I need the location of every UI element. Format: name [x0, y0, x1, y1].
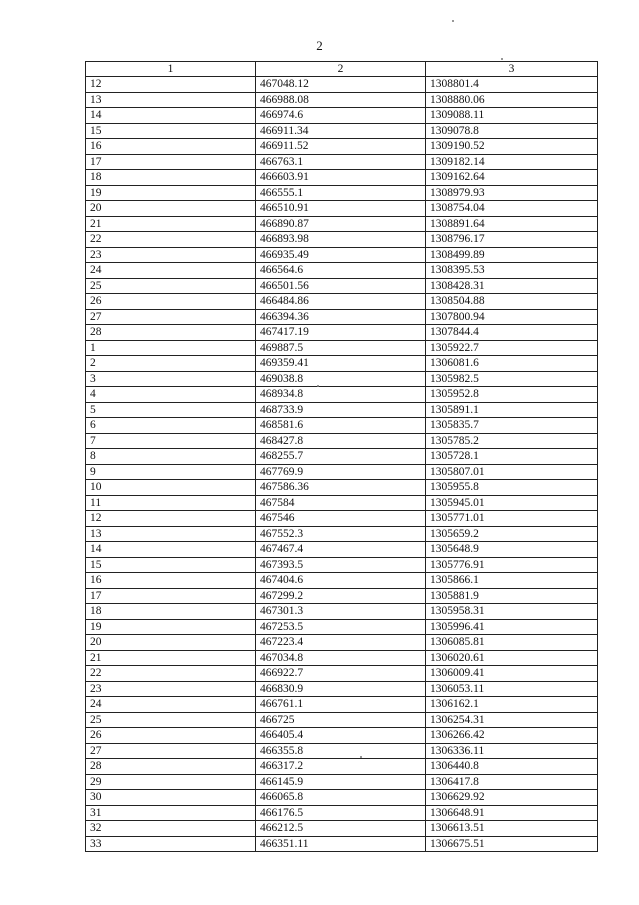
x-coordinate-cell: 467393.5 — [256, 557, 426, 573]
x-coordinate-cell: 466555.1 — [256, 185, 426, 201]
y-coordinate-cell: 1306613.51 — [426, 821, 598, 837]
y-coordinate-cell: 1306336.11 — [426, 743, 598, 759]
scan-speck — [501, 58, 503, 60]
y-coordinate-cell: 1308979.93 — [426, 185, 598, 201]
scan-speck — [317, 385, 319, 387]
table-row — [86, 123, 598, 139]
point-number-cell: 16 — [86, 573, 256, 589]
table-row — [86, 433, 598, 449]
y-coordinate-cell: 1307800.94 — [426, 309, 598, 325]
x-coordinate-cell: 466974.6 — [256, 108, 426, 124]
y-coordinate-cell: 1306254.31 — [426, 712, 598, 728]
table-row — [86, 728, 598, 744]
y-coordinate-cell: 1306085.81 — [426, 635, 598, 651]
y-coordinate-cell: 1305659.2 — [426, 526, 598, 542]
table-row — [86, 542, 598, 558]
point-number-cell: 3 — [86, 371, 256, 387]
x-coordinate-cell: 467467.4 — [256, 542, 426, 558]
point-number-cell: 16 — [86, 139, 256, 155]
table-row — [86, 263, 598, 279]
x-coordinate-cell: 469887.5 — [256, 340, 426, 356]
point-number-cell: 10 — [86, 480, 256, 496]
table-row — [86, 712, 598, 728]
page-number: 2 — [316, 38, 323, 53]
y-coordinate-cell: 1309190.52 — [426, 139, 598, 155]
table-row — [86, 573, 598, 589]
table-row — [86, 604, 598, 620]
table-row — [86, 294, 598, 310]
y-coordinate-cell: 1305891.1 — [426, 402, 598, 418]
x-coordinate-cell: 466725 — [256, 712, 426, 728]
x-coordinate-cell: 466176.5 — [256, 805, 426, 821]
point-number-cell: 31 — [86, 805, 256, 821]
x-coordinate-cell: 466911.34 — [256, 123, 426, 139]
table-row — [86, 650, 598, 666]
scan-speck — [360, 756, 362, 758]
scan-speck — [452, 20, 454, 22]
y-coordinate-cell: 1308891.64 — [426, 216, 598, 232]
table-row — [86, 557, 598, 573]
table-row — [86, 666, 598, 682]
point-number-cell: 19 — [86, 619, 256, 635]
table-row — [86, 201, 598, 217]
y-coordinate-cell: 1305648.9 — [426, 542, 598, 558]
x-coordinate-cell: 466988.08 — [256, 92, 426, 108]
y-coordinate-cell: 1306053.11 — [426, 681, 598, 697]
x-coordinate-cell: 467299.2 — [256, 588, 426, 604]
y-coordinate-cell: 1308754.04 — [426, 201, 598, 217]
x-coordinate-cell: 466351.11 — [256, 836, 426, 852]
point-number-cell: 14 — [86, 542, 256, 558]
point-number-cell: 18 — [86, 604, 256, 620]
y-coordinate-cell: 1305952.8 — [426, 387, 598, 403]
table-row — [86, 805, 598, 821]
y-coordinate-cell: 1306675.51 — [426, 836, 598, 852]
point-number-cell: 20 — [86, 201, 256, 217]
point-number-cell: 32 — [86, 821, 256, 837]
point-number-cell: 13 — [86, 92, 256, 108]
point-number-cell: 21 — [86, 216, 256, 232]
x-coordinate-cell: 468255.7 — [256, 449, 426, 465]
x-coordinate-cell: 467034.8 — [256, 650, 426, 666]
table-row — [86, 356, 598, 372]
point-number-cell: 24 — [86, 263, 256, 279]
point-number-cell: 4 — [86, 387, 256, 403]
x-coordinate-cell: 467552.3 — [256, 526, 426, 542]
point-number-cell: 29 — [86, 774, 256, 790]
table-row — [86, 340, 598, 356]
y-coordinate-cell: 1307844.4 — [426, 325, 598, 341]
point-number-cell: 14 — [86, 108, 256, 124]
y-coordinate-cell: 1306020.61 — [426, 650, 598, 666]
column-header-x-coordinate: 2 — [256, 62, 426, 77]
table-row — [86, 418, 598, 434]
column-header-point-number: 1 — [86, 62, 256, 77]
x-coordinate-cell: 466911.52 — [256, 139, 426, 155]
point-number-cell: 27 — [86, 743, 256, 759]
x-coordinate-cell: 466603.91 — [256, 170, 426, 186]
table-row — [86, 821, 598, 837]
x-coordinate-cell: 468581.6 — [256, 418, 426, 434]
x-coordinate-cell: 466510.91 — [256, 201, 426, 217]
point-number-cell: 23 — [86, 681, 256, 697]
point-number-cell: 11 — [86, 495, 256, 511]
point-number-cell: 30 — [86, 790, 256, 806]
table-row — [86, 387, 598, 403]
point-number-cell: 12 — [86, 511, 256, 527]
x-coordinate-cell: 468733.9 — [256, 402, 426, 418]
table-row — [86, 464, 598, 480]
y-coordinate-cell: 1309088.11 — [426, 108, 598, 124]
table-row — [86, 619, 598, 635]
point-number-cell: 21 — [86, 650, 256, 666]
point-number-cell: 24 — [86, 697, 256, 713]
y-coordinate-cell: 1305958.31 — [426, 604, 598, 620]
x-coordinate-cell: 466564.6 — [256, 263, 426, 279]
y-coordinate-cell: 1306629.92 — [426, 790, 598, 806]
table-row — [86, 216, 598, 232]
x-coordinate-cell: 466394.36 — [256, 309, 426, 325]
y-coordinate-cell: 1306162.1 — [426, 697, 598, 713]
y-coordinate-cell: 1308504.88 — [426, 294, 598, 310]
y-coordinate-cell: 1306266.42 — [426, 728, 598, 744]
y-coordinate-cell: 1305835.7 — [426, 418, 598, 434]
table-row — [86, 170, 598, 186]
point-number-cell: 23 — [86, 247, 256, 263]
table-row — [86, 681, 598, 697]
table-row — [86, 247, 598, 263]
x-coordinate-cell: 469359.41 — [256, 356, 426, 372]
point-number-cell: 1 — [86, 340, 256, 356]
x-coordinate-cell: 466317.2 — [256, 759, 426, 775]
y-coordinate-cell: 1308796.17 — [426, 232, 598, 248]
point-number-cell: 6 — [86, 418, 256, 434]
table-row — [86, 774, 598, 790]
x-coordinate-cell: 466830.9 — [256, 681, 426, 697]
x-coordinate-cell: 467417.19 — [256, 325, 426, 341]
y-coordinate-cell: 1305881.9 — [426, 588, 598, 604]
table-row — [86, 325, 598, 341]
y-coordinate-cell: 1305776.91 — [426, 557, 598, 573]
table-body — [86, 77, 598, 852]
x-coordinate-cell: 466065.8 — [256, 790, 426, 806]
column-header-y-coordinate: 3 — [426, 62, 598, 77]
y-coordinate-cell: 1305982.5 — [426, 371, 598, 387]
x-coordinate-cell: 466935.49 — [256, 247, 426, 263]
y-coordinate-cell: 1306648.91 — [426, 805, 598, 821]
table-row — [86, 278, 598, 294]
x-coordinate-cell: 466405.4 — [256, 728, 426, 744]
x-coordinate-cell: 467404.6 — [256, 573, 426, 589]
x-coordinate-cell: 468427.8 — [256, 433, 426, 449]
header-row — [86, 62, 598, 77]
y-coordinate-cell: 1309078.8 — [426, 123, 598, 139]
point-number-cell: 27 — [86, 309, 256, 325]
point-number-cell: 5 — [86, 402, 256, 418]
table-row — [86, 836, 598, 852]
y-coordinate-cell: 1305922.7 — [426, 340, 598, 356]
table-row — [86, 371, 598, 387]
x-coordinate-cell: 467048.12 — [256, 77, 426, 93]
table-row — [86, 759, 598, 775]
table-row — [86, 185, 598, 201]
y-coordinate-cell: 1308801.4 — [426, 77, 598, 93]
y-coordinate-cell: 1305771.01 — [426, 511, 598, 527]
point-number-cell: 17 — [86, 588, 256, 604]
table-row — [86, 790, 598, 806]
y-coordinate-cell: 1305785.2 — [426, 433, 598, 449]
y-coordinate-cell: 1306440.8 — [426, 759, 598, 775]
point-number-cell: 2 — [86, 356, 256, 372]
table-row — [86, 232, 598, 248]
x-coordinate-cell: 467769.9 — [256, 464, 426, 480]
x-coordinate-cell: 466145.9 — [256, 774, 426, 790]
y-coordinate-cell: 1306009.41 — [426, 666, 598, 682]
y-coordinate-cell: 1305955.8 — [426, 480, 598, 496]
point-number-cell: 18 — [86, 170, 256, 186]
point-number-cell: 33 — [86, 836, 256, 852]
table-row — [86, 697, 598, 713]
point-number-cell: 20 — [86, 635, 256, 651]
y-coordinate-cell: 1308499.89 — [426, 247, 598, 263]
table-row — [86, 743, 598, 759]
y-coordinate-cell: 1308880.06 — [426, 92, 598, 108]
x-coordinate-cell: 467253.5 — [256, 619, 426, 635]
table-row — [86, 588, 598, 604]
point-number-cell: 19 — [86, 185, 256, 201]
x-coordinate-cell: 466893.98 — [256, 232, 426, 248]
table-row — [86, 480, 598, 496]
y-coordinate-cell: 1305945.01 — [426, 495, 598, 511]
table-row — [86, 449, 598, 465]
x-coordinate-cell: 467584 — [256, 495, 426, 511]
x-coordinate-cell: 466501.56 — [256, 278, 426, 294]
point-number-cell: 15 — [86, 123, 256, 139]
x-coordinate-cell: 467546 — [256, 511, 426, 527]
point-number-cell: 25 — [86, 712, 256, 728]
point-number-cell: 22 — [86, 232, 256, 248]
x-coordinate-cell: 466922.7 — [256, 666, 426, 682]
table-row — [86, 309, 598, 325]
table-row — [86, 108, 598, 124]
y-coordinate-cell: 1305996.41 — [426, 619, 598, 635]
point-number-cell: 22 — [86, 666, 256, 682]
x-coordinate-cell: 467223.4 — [256, 635, 426, 651]
x-coordinate-cell: 467301.3 — [256, 604, 426, 620]
point-number-cell: 9 — [86, 464, 256, 480]
x-coordinate-cell: 466484.86 — [256, 294, 426, 310]
point-number-cell: 12 — [86, 77, 256, 93]
point-number-cell: 28 — [86, 325, 256, 341]
point-number-cell: 26 — [86, 728, 256, 744]
x-coordinate-cell: 466212.5 — [256, 821, 426, 837]
point-number-cell: 26 — [86, 294, 256, 310]
y-coordinate-cell: 1305728.1 — [426, 449, 598, 465]
x-coordinate-cell: 466763.1 — [256, 154, 426, 170]
y-coordinate-cell: 1309162.64 — [426, 170, 598, 186]
table-row — [86, 77, 598, 93]
table-row — [86, 92, 598, 108]
table-row — [86, 402, 598, 418]
table-row — [86, 635, 598, 651]
point-number-cell: 17 — [86, 154, 256, 170]
point-number-cell: 15 — [86, 557, 256, 573]
y-coordinate-cell: 1308428.31 — [426, 278, 598, 294]
point-number-cell: 13 — [86, 526, 256, 542]
x-coordinate-cell: 466761.1 — [256, 697, 426, 713]
point-number-cell: 25 — [86, 278, 256, 294]
table-row — [86, 511, 598, 527]
y-coordinate-cell: 1306081.6 — [426, 356, 598, 372]
x-coordinate-cell: 468934.8 — [256, 387, 426, 403]
x-coordinate-cell: 469038.8 — [256, 371, 426, 387]
point-number-cell: 7 — [86, 433, 256, 449]
x-coordinate-cell: 466355.8 — [256, 743, 426, 759]
x-coordinate-cell: 467586.36 — [256, 480, 426, 496]
table-row — [86, 154, 598, 170]
y-coordinate-cell: 1305866.1 — [426, 573, 598, 589]
y-coordinate-cell: 1308395.53 — [426, 263, 598, 279]
table-row — [86, 526, 598, 542]
y-coordinate-cell: 1309182.14 — [426, 154, 598, 170]
table-row — [86, 139, 598, 155]
y-coordinate-cell: 1306417.8 — [426, 774, 598, 790]
table-header — [86, 62, 598, 77]
table-row — [86, 495, 598, 511]
coordinates-table — [85, 61, 598, 852]
point-number-cell: 28 — [86, 759, 256, 775]
y-coordinate-cell: 1305807.01 — [426, 464, 598, 480]
point-number-cell: 8 — [86, 449, 256, 465]
x-coordinate-cell: 466890.87 — [256, 216, 426, 232]
